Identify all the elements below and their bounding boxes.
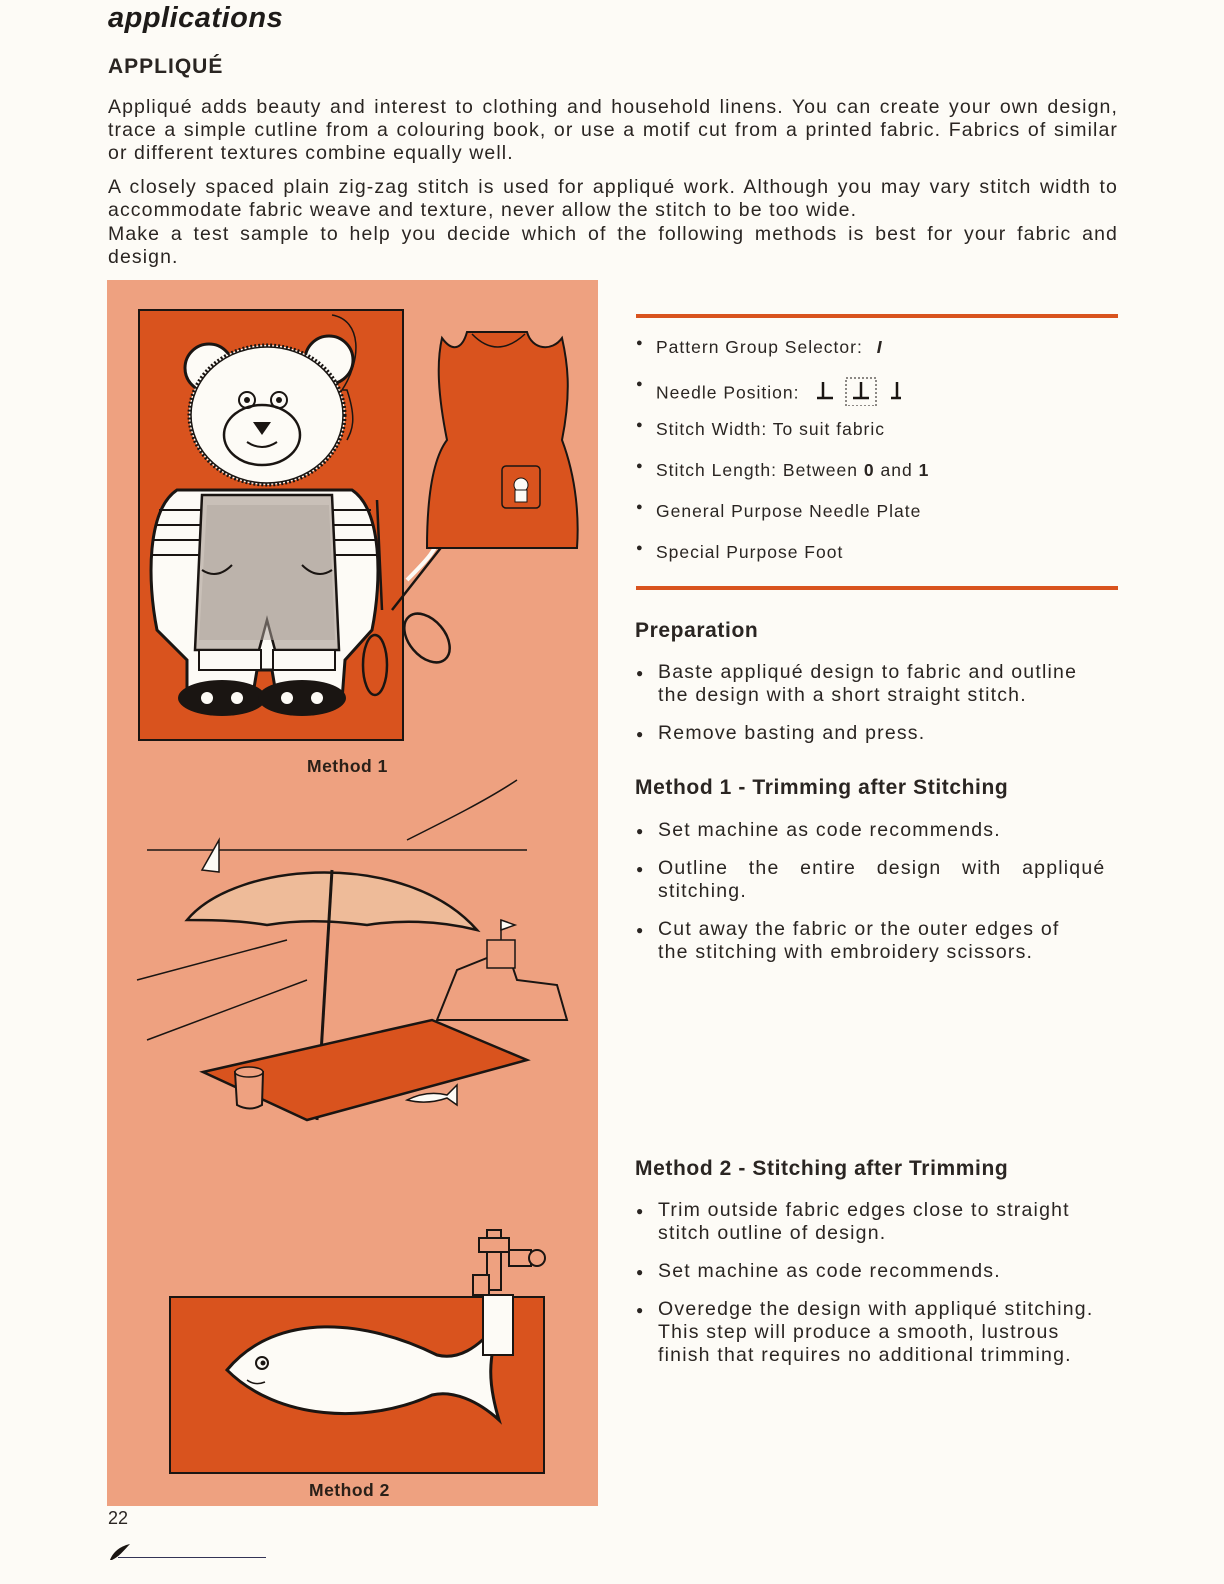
intro-paragraph-3: Make a test sample to help you decide which of the following methods is best for your fabric and design.	[108, 223, 1118, 268]
footer-mark-icon	[108, 1542, 132, 1567]
settings-bottom-rule	[636, 586, 1118, 590]
list-item-line: ● Trim outside fabric edges close to straight	[658, 1199, 1070, 1221]
stitch-width-value: To suit fabric	[772, 419, 886, 439]
stitch-length-label: Stitch Length:	[656, 460, 778, 480]
list-item-line: This step will produce a smooth, lustrous	[658, 1321, 1060, 1343]
list-item-line: ● Outline the entire design with appliqué	[658, 857, 1106, 879]
needle-position-label: Needle Position:	[656, 382, 800, 403]
list-item	[636, 857, 1118, 903]
stitch-length-max: 1	[918, 460, 930, 480]
stitch-length-min: 0	[863, 460, 875, 480]
method-1-title: Method 1 - Trimming after Stitching	[635, 776, 1009, 799]
list-item-line: ● Remove basting and press.	[658, 722, 926, 744]
needle-plate-text: ● General Purpose Needle Plate	[656, 501, 922, 521]
list-item	[636, 722, 1118, 745]
method-2-title: Method 2 - Stitching after Trimming	[635, 1157, 1009, 1180]
intro-paragraph-2: A closely spaced plain zig-zag stitch is used for appliqué work. Although you may vary stitch width to accommodate fabric weave and texture, never allow the stitch to be too wide.	[108, 176, 1118, 221]
method-2-list	[636, 1199, 1118, 1382]
list-item-line: stitch outline of design.	[658, 1222, 887, 1244]
list-item	[636, 819, 1118, 842]
footer-rule	[118, 1557, 266, 1558]
stitch-length-and: and	[880, 460, 913, 480]
pattern-group-label: Pattern Group Selector:	[656, 337, 863, 357]
list-item-line: ● Set machine as code recommends.	[658, 819, 1001, 841]
setting-stitch-width	[636, 417, 929, 458]
fish-applique-illustration	[170, 1230, 545, 1473]
beach-scene-illustration	[137, 780, 567, 1120]
list-item-line: the stitching with embroidery scissors.	[658, 941, 1034, 963]
settings-top-rule	[636, 314, 1118, 318]
list-item	[636, 1199, 1118, 1245]
setting-foot	[636, 540, 929, 581]
method-1-list	[636, 819, 1118, 979]
preparation-title: Preparation	[635, 619, 759, 642]
pattern-group-value: I	[876, 337, 883, 357]
intro-paragraph-1: Appliqué adds beauty and interest to clothing and household linens. You can create your own design, trace a simple cutline from a colouring book, or use a motif cut from a printed fabric. Fabrics of similar or different textures combine equally well.	[108, 96, 1118, 164]
caption-method-1: Method 1	[307, 756, 388, 776]
list-item	[636, 1260, 1118, 1283]
list-item-line: ● Set machine as code recommends.	[658, 1260, 1001, 1282]
foot-text: ● Special Purpose Foot	[656, 542, 844, 562]
list-item-line: the design with a short straight stitch.	[658, 684, 1027, 706]
list-item	[636, 918, 1118, 964]
list-item-line: ● Baste appliqué design to fabric and outline	[658, 661, 1078, 683]
list-item-line: ● Cut away the fabric or the outer edges of	[658, 918, 1060, 940]
section-title: applications	[108, 2, 284, 34]
page-number: 22	[108, 1508, 129, 1528]
page-heading: APPLIQUÉ	[108, 55, 224, 78]
stitch-length-between: Between	[782, 460, 859, 480]
bear-applique-illustration	[137, 310, 578, 740]
setting-needle-position	[636, 376, 929, 417]
illustration-panel	[107, 280, 598, 1506]
setting-stitch-length	[636, 458, 929, 499]
applique-illustrations	[107, 280, 598, 1506]
list-item	[636, 1298, 1118, 1367]
preparation-list	[636, 661, 1118, 760]
caption-method-2: Method 2	[309, 1480, 390, 1500]
needle-position-icons	[815, 376, 911, 412]
machine-settings-list	[636, 335, 929, 581]
list-item-line: finish that requires no additional trimming.	[658, 1344, 1072, 1366]
list-item-line: stitching.	[658, 880, 747, 902]
list-item	[636, 661, 1118, 707]
setting-needle-plate	[636, 499, 929, 540]
setting-pattern-group	[636, 335, 929, 376]
stitch-width-label: Stitch Width:	[656, 419, 768, 439]
list-item-line: ● Overedge the design with appliqué stitching.	[658, 1298, 1094, 1320]
